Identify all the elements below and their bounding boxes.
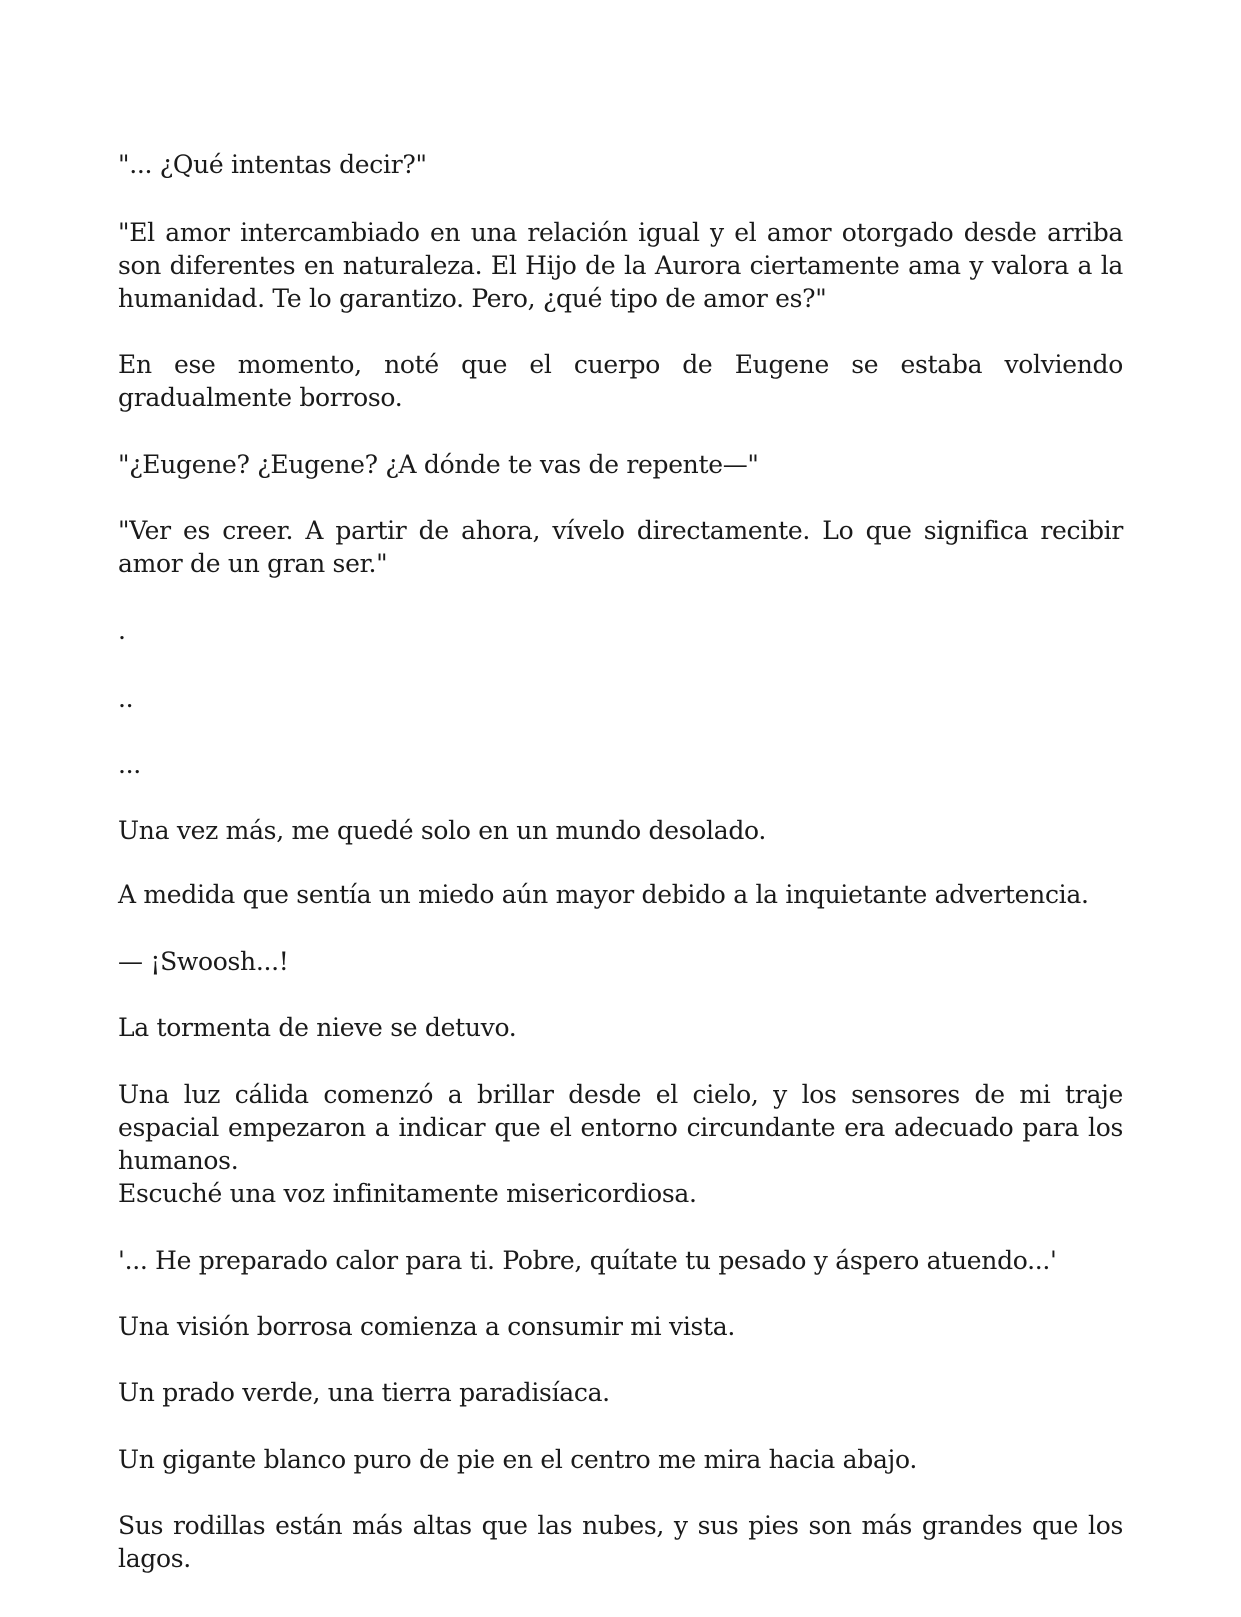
paragraph-5: "Ver es creer. A partir de ahora, vívelo directamente. Lo que significa recibir amor de un gran ser."	[118, 516, 1123, 578]
paragraph-9: Una luz cálida comenzó a brillar desde el cielo, y los sensores de mi traje espacial empezaron a indicar que el entorno circundante era adecuado para los humanos.	[118, 1080, 1123, 1175]
ellipsis-2: ..	[118, 684, 134, 713]
paragraph-6: Una vez más, me quedé solo en un mundo desolado.	[118, 816, 767, 845]
paragraph-13: Un prado verde, una tierra paradisíaca.	[118, 1378, 610, 1407]
paragraph-2: "El amor intercambiado en una relación igual y el amor otorgado desde arriba son diferentes en naturaleza. El Hijo de la Aurora ciertamente ama y valora a la humanidad. Te lo garantizo. Pero, ¿qué tipo de amor es?"	[118, 218, 1123, 313]
paragraph-7: A medida que sentía un miedo aún mayor debido a la inquietante advertencia.	[118, 880, 1089, 909]
paragraph-14: Un gigante blanco puro de pie en el centro me mira hacia abajo.	[118, 1445, 917, 1474]
paragraph-4: "¿Eugene? ¿Eugene? ¿A dónde te vas de repente—"	[118, 450, 759, 479]
paragraph-15: Sus rodillas están más altas que las nubes, y sus pies son más grandes que los lagos.	[118, 1511, 1123, 1573]
paragraph-3: En ese momento, noté que el cuerpo de Eugene se estaba volviendo gradualmente borroso.	[118, 350, 1123, 412]
paragraph-10: Escuché una voz infinitamente misericordiosa.	[118, 1179, 697, 1208]
paragraph-8: La tormenta de nieve se detuvo.	[118, 1013, 517, 1042]
paragraph-11: '... He preparado calor para ti. Pobre, quítate tu pesado y áspero atuendo...'	[118, 1246, 1057, 1275]
ellipsis-1: .	[118, 616, 126, 645]
paragraph-1: "... ¿Qué intentas decir?"	[118, 150, 427, 179]
ellipsis-3: ...	[118, 750, 141, 779]
sound-effect: — ¡Swoosh...!	[118, 947, 289, 976]
paragraph-12: Una visión borrosa comienza a consumir mi vista.	[118, 1312, 736, 1341]
